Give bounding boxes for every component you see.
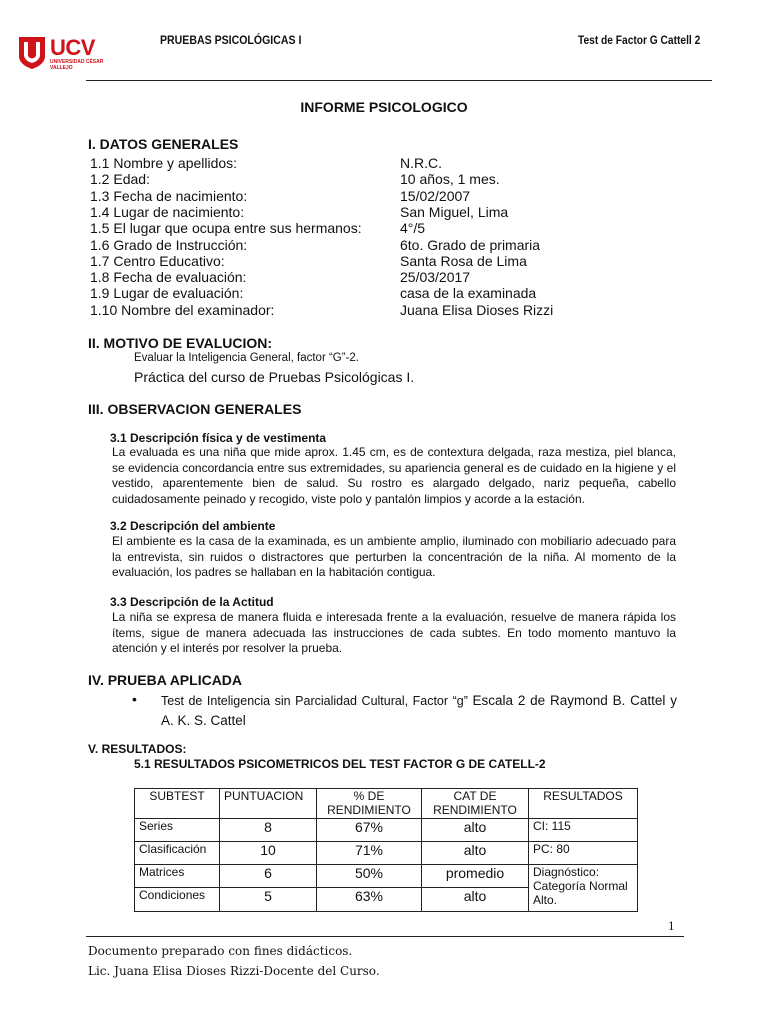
cell-puntuacion: 8 <box>220 819 317 842</box>
section-observaciones: III. OBSERVACION GENERALES <box>88 401 302 417</box>
datos-value: 25/03/2017 <box>400 269 471 286</box>
obs-paragraph-fisica: La evaluada es una niña que mide aprox. 1.45 cm, es de contextura delgada, raza mestiza, piel blanca, se evidencia concordancia entre sus extremidades, su apariencia general es de cuidado en la higiene y el vestido, aparentemente bien de salud. Su rostro es alargado delgado, nariz pequeña, cabello cuidadosamente peinado y recogido, viste polo y pantalón limpios y acorde a la estación. <box>112 445 676 506</box>
obs-paragraph-actitud: La niña se expresa de manera fluida e interesada frente a la evaluación, resuelve de manera rápida los ítems, sigue de manera adecuada las instrucciones de cada subtes. En todo momento mantuvo la atención y el interés por resolver la prueba. <box>112 610 676 655</box>
cell-subtest: Condiciones <box>135 888 220 912</box>
prueba-description <box>161 691 677 731</box>
cell-categoria: promedio <box>422 865 529 888</box>
datos-value: 15/02/2007 <box>400 187 471 204</box>
datos-label: 1.2 Edad: <box>90 171 150 188</box>
datos-label: 1.1 Nombre y apellidos: <box>90 155 238 171</box>
ucv-logo <box>18 36 108 72</box>
cell-puntuacion: 10 <box>220 842 317 865</box>
datos-label: 1.5 El lugar que ocupa entre sus hermanos: <box>90 220 362 237</box>
prueba-part-1: Test de Inteligencia sin Parcialidad Cultural, Factor “g” <box>161 694 468 708</box>
obs-heading-actitud: 3.3 Descripción de la Actitud <box>110 595 274 609</box>
datos-value: N.R.C. <box>400 155 442 171</box>
prueba-part-2: Escala 2 de Raymond B. Cattel y A. K. S. Cattel <box>161 693 677 728</box>
header-divider <box>86 80 712 81</box>
cell-categoria: alto <box>422 819 529 842</box>
datos-label: 1.3 Fecha de nacimiento: <box>90 187 248 204</box>
cell-categoria: alto <box>422 888 529 912</box>
resultados-subtitle: 5.1 RESULTADOS PSICOMETRICOS DEL TEST FACTOR G DE CATELL-2 <box>134 757 546 771</box>
header-puntuacion: PUNTUACION <box>220 789 317 819</box>
header-test: Test de Factor G Cattell 2 <box>578 33 701 47</box>
section-datos-generales: I. DATOS GENERALES <box>88 136 239 152</box>
cell-porcentaje: 71% <box>317 842 422 865</box>
datos-label: 1.8 Fecha de evaluación: <box>90 269 247 286</box>
report-title: INFORME PSICOLOGICO <box>300 99 468 115</box>
cell-porcentaje: 50% <box>317 865 422 888</box>
obs-heading-ambiente: 3.2 Descripción del ambiente <box>110 519 276 533</box>
logo-subtitle: UNIVERSIDAD CÉSAR VALLEJO <box>50 59 104 71</box>
datos-label: 1.10 Nombre del examinador: <box>90 301 275 318</box>
datos-value: 6to. Grado de primaria <box>400 236 541 253</box>
table-row <box>135 865 638 888</box>
datos-value: Santa Rosa de Lima <box>400 252 527 269</box>
cell-subtest: Series <box>135 819 220 842</box>
ucv-shield-icon <box>18 36 46 70</box>
bullet-icon: • <box>132 691 137 707</box>
page-number: 1 <box>668 918 675 933</box>
datos-value: San Miguel, Lima <box>400 203 509 220</box>
datos-value: 4°/5 <box>400 220 426 237</box>
section-motivo: II. MOTIVO DE EVALUCION: <box>88 335 273 351</box>
table-row <box>135 842 638 865</box>
table-header-row <box>135 789 638 819</box>
header-rendimiento: % DE RENDIMIENTO <box>317 789 422 819</box>
footer-line-2: Lic. Juana Elisa Dioses Rizzi-Docente del Curso. <box>88 964 380 978</box>
datos-value: 10 años, 1 mes. <box>400 171 500 188</box>
section-resultados: V. RESULTADOS: <box>88 742 187 756</box>
cell-resultado: PC: 80 <box>529 842 638 865</box>
header-subtest: SUBTEST <box>135 789 220 819</box>
cell-resultado: CI: 115 <box>529 819 638 842</box>
datos-value: Juana Elisa Dioses Rizzi <box>400 301 554 318</box>
cell-puntuacion: 6 <box>220 865 317 888</box>
obs-paragraph-ambiente: El ambiente es la casa de la examinada, es un ambiente amplio, iluminado con mobiliario adecuado para la entrevista, sin ruidos o distractores que perturben la concentración de la niña. Al momento de la evaluación, los padres se hallaban en la habitación contigua. <box>112 534 676 579</box>
cell-diagnostico: Diagnóstico: Categoría Normal Alto. <box>529 865 638 912</box>
motivo-line-2: Práctica del curso de Pruebas Psicológicas I. <box>134 369 415 385</box>
datos-label: 1.7 Centro Educativo: <box>90 252 225 269</box>
cell-porcentaje: 67% <box>317 819 422 842</box>
datos-value: casa de la examinada <box>400 285 537 302</box>
cell-subtest: Matrices <box>135 865 220 888</box>
motivo-line-1: Evaluar la Inteligencia General, factor “G”-2. <box>134 352 359 364</box>
obs-heading-fisica: 3.1 Descripción física y de vestimenta <box>110 431 327 445</box>
footer-divider <box>86 936 684 937</box>
cell-porcentaje: 63% <box>317 888 422 912</box>
footer-line-1: Documento preparado con fines didácticos. <box>88 944 353 958</box>
cell-subtest: Clasificación <box>135 842 220 865</box>
datos-label: 1.9 Lugar de evaluación: <box>90 285 244 302</box>
cell-categoria: alto <box>422 842 529 865</box>
table-row <box>135 819 638 842</box>
datos-label: 1.6 Grado de Instrucción: <box>90 236 248 253</box>
datos-label: 1.4 Lugar de nacimiento: <box>90 203 245 220</box>
header-categoria: CAT DE RENDIMIENTO <box>422 789 529 819</box>
section-prueba: IV. PRUEBA APLICADA <box>88 672 243 688</box>
logo-text: UCV <box>50 35 95 60</box>
results-table <box>134 788 638 912</box>
header-resultados: RESULTADOS <box>529 789 638 819</box>
cell-puntuacion: 5 <box>220 888 317 912</box>
header-course: PRUEBAS PSICOLÓGICAS I <box>160 33 302 47</box>
